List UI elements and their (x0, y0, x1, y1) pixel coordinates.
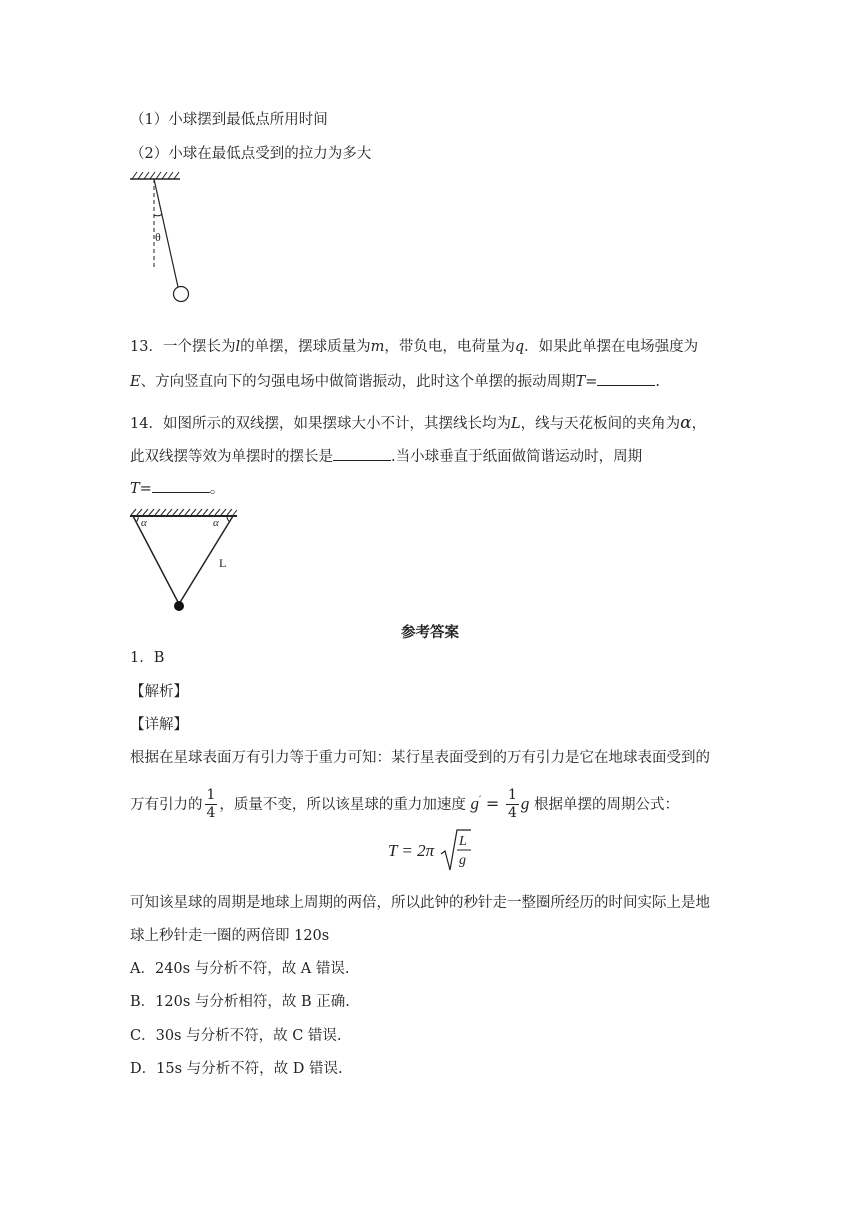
option-a: A．240s 与分析不符，故 A 错误. (130, 961, 350, 977)
alpha-right-label: α (213, 517, 219, 529)
solution-para4: 球上秒针走一圈的两倍即 120s (130, 928, 330, 944)
sqrt-sign (440, 828, 472, 874)
q12-sub2: （2）小球在最低点受到的拉力为多大 (130, 146, 372, 162)
double-pendulum-figure (127, 505, 242, 615)
theta-label: θ (155, 230, 161, 244)
solution-para2: 万有引力的 $\frac{1}{4}$ ，质量不变，所以该星球的重力加速度 g′ = $\frac{1}{4}$ g 根据单摆的周期公式： (130, 787, 679, 822)
answers-heading: 参考答案 (401, 624, 459, 641)
single-pendulum-figure (125, 170, 195, 310)
option-d: D．15s 与分析不符，故 D 错误. (130, 1061, 343, 1077)
q12-sub1: （1）小球摆到最低点所用时间 (130, 112, 328, 128)
q14-line1: 14．如图所示的双线摆，如果摆球大小不计，其摆线长均为L，线与天花板间的夹角为α， (130, 413, 707, 433)
q14-line2: 此双线摆等效为单摆时的摆长是 .当小球垂直于纸面做简谐运动时，周期 (130, 446, 642, 467)
q14-line3: T= 。 (130, 478, 224, 499)
length-L-label: L (219, 556, 227, 570)
analysis-tag: 【解析】 (130, 684, 188, 700)
q14-period-blank[interactable] (152, 478, 210, 493)
option-b: B．120s 与分析相符，故 B 正确. (130, 994, 350, 1010)
alpha-left-label: α (141, 517, 147, 529)
q13-line1: 13．一个摆长为l的单摆，摆球质量为m，带负电，电荷量为q．如果此单摆在电场强度为 (130, 339, 699, 355)
q13-answer-blank[interactable] (597, 371, 655, 386)
answer-1: 1．B (130, 650, 165, 666)
q13-line2: E、方向竖直向下的匀强电场中做简谐振动，此时这个单摆的振动周期T= . (130, 371, 660, 392)
q14-length-blank[interactable] (333, 446, 391, 461)
solution-para3: 可知该星球的周期是地球上周期的两倍，所以此钟的秒针走一整圈所经历的时间实际上是地 (130, 895, 710, 911)
fraction-quarter-2: $\frac{1}{4}$ (507, 787, 517, 822)
period-formula: T = 2π L g (388, 828, 472, 874)
formula-g: g (458, 853, 466, 868)
detail-tag: 【详解】 (130, 717, 188, 733)
option-c: C．30s 与分析不符，故 C 错误. (130, 1028, 342, 1044)
solution-para1: 根据在星球表面万有引力等于重力可知：某行星表面受到的万有引力是它在地球表面受到的 (130, 750, 710, 766)
fraction-quarter: $\frac{1}{4}$ (206, 787, 216, 822)
formula-L: L (458, 834, 467, 849)
